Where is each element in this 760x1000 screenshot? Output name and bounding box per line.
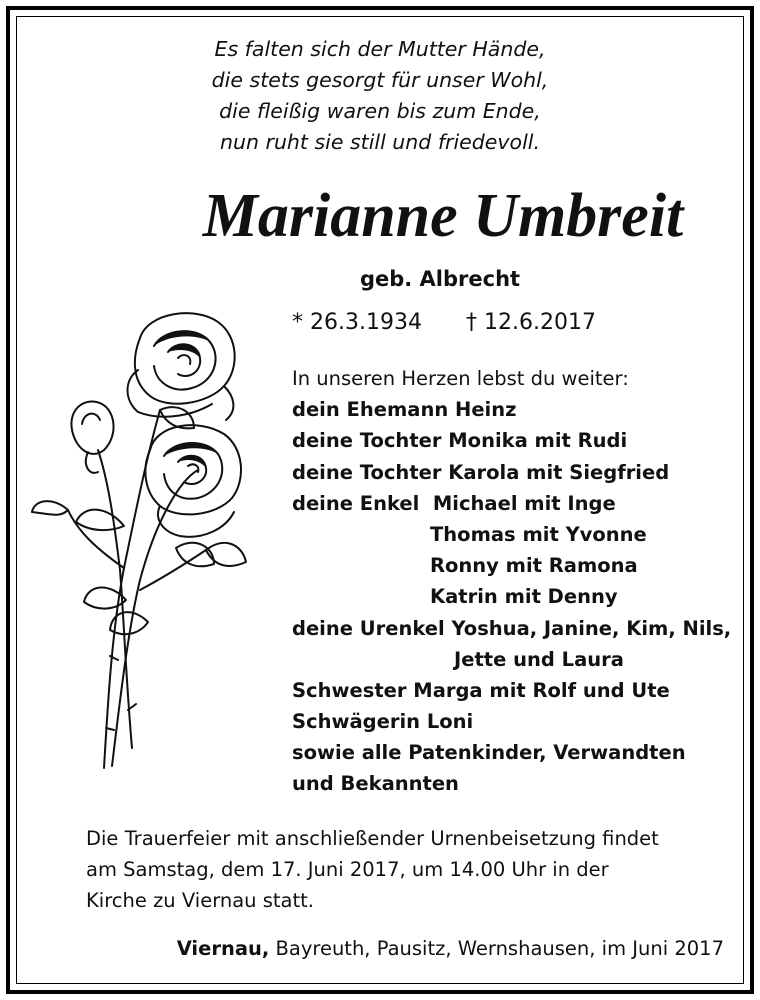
- service-line: Die Trauerfeier mit anschließender Urnenbeisetzung findet: [86, 827, 659, 850]
- poem: [0, 34, 760, 158]
- service-notice: [86, 823, 726, 916]
- poem-line: die stets gesorgt für unser Wohl,: [211, 68, 549, 92]
- place-and-date: [0, 934, 724, 964]
- mourner-line: Katrin mit Denny: [430, 585, 618, 609]
- mourner-line: deine Tochter Monika mit Rudi: [292, 429, 628, 453]
- mourner-line: Schwester Marga mit Rolf und Ute: [292, 678, 670, 702]
- mourner-line: Thomas mit Yvonne: [430, 522, 647, 546]
- mourner-line: deine Tochter Karola mit Siegfried: [292, 460, 670, 484]
- mourners-list: [292, 363, 742, 800]
- maiden-name: geb. Albrecht: [359, 267, 521, 291]
- birth-date: * 26.3.1934: [292, 310, 422, 335]
- mourner-line: sowie alle Patenkinder, Verwandten: [292, 741, 686, 765]
- life-dates: [292, 308, 632, 338]
- mourners-intro: In unseren Herzen lebst du weiter:: [292, 367, 629, 390]
- rose-illustration: [28, 300, 258, 780]
- poem-line: nun ruht sie still und friedevoll.: [220, 130, 540, 154]
- place-rest: Bayreuth, Pausitz, Wernshausen, im Juni 2017: [269, 937, 724, 960]
- mourner-line: dein Ehemann Heinz: [292, 398, 517, 422]
- mourner-line: Ronny mit Ramona: [430, 554, 638, 578]
- place-town: Viernau,: [176, 937, 270, 960]
- mourner-line: und Bekannten: [292, 772, 459, 796]
- mourner-line: Jette und Laura: [454, 647, 624, 671]
- mourner-line: deine Urenkel Yoshua, Janine, Kim, Nils,: [292, 616, 732, 640]
- mourner-line: Schwägerin Loni: [292, 710, 474, 734]
- death-date: † 12.6.2017: [466, 310, 596, 335]
- mourner-line: deine Enkel Michael mit Inge: [292, 491, 616, 515]
- deceased-name: Marianne Umbreit: [202, 182, 684, 250]
- poem-line: die fleißig waren bis zum Ende,: [219, 99, 541, 123]
- service-line: Kirche zu Viernau statt.: [86, 889, 314, 912]
- poem-line: Es falten sich der Mutter Hände,: [214, 37, 546, 61]
- service-line: am Samstag, dem 17. Juni 2017, um 14.00 Uhr in der: [86, 858, 609, 881]
